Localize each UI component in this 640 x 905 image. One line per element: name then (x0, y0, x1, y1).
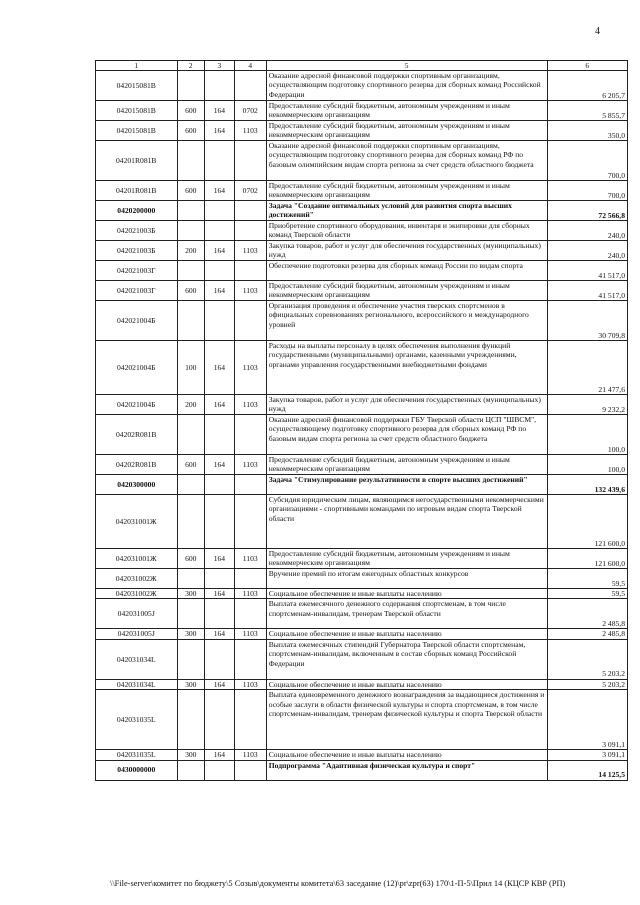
row-col2 (177, 71, 205, 101)
row-col4: 1103 (234, 241, 266, 261)
row-amount: 41 517,0 (547, 281, 627, 301)
row-code: 042015081В (96, 71, 178, 101)
table-row (96, 121, 628, 141)
row-code: 042031005J (96, 599, 178, 629)
row-col2 (177, 599, 205, 629)
row-amount: 240,0 (547, 241, 627, 261)
header-cell-1: 1 (96, 61, 178, 71)
header-cell-3: 3 (205, 61, 235, 71)
row-description: Предоставление субсидий бюджетным, автономным учреждениям и иным некоммерческим организациям (266, 181, 547, 201)
row-col4 (234, 495, 266, 549)
row-col4 (234, 261, 266, 281)
row-amount: 9 232,2 (547, 395, 627, 415)
row-col2: 600 (177, 181, 205, 201)
row-amount: 100,0 (547, 415, 627, 455)
row-col3: 164 (205, 589, 235, 599)
table-row (96, 395, 628, 415)
budget-table (95, 60, 628, 781)
row-amount: 5 855,7 (547, 101, 627, 121)
table-row (96, 201, 628, 221)
row-col3: 164 (205, 181, 235, 201)
row-col4: 1103 (234, 750, 266, 760)
row-description: Субсидия юридическим лицам, являющимся негосударственными некоммерческими организациями - спортивными командами по игровым видам спорта Тверской области (266, 495, 547, 549)
row-amount: 3 091,1 (547, 690, 627, 750)
row-code: 042031034L (96, 639, 178, 679)
row-col2 (177, 415, 205, 455)
row-code: 04202R081В (96, 455, 178, 475)
row-code: 042031034L (96, 679, 178, 689)
row-col4 (234, 71, 266, 101)
row-description: Расходы на выплаты персоналу в целях обеспечения выполнения функций государственными (муниципальными) органами, казенными учреждениями, органами управления государственными внебюджетными фондами (266, 341, 547, 395)
table-row (96, 101, 628, 121)
row-col3: 164 (205, 101, 235, 121)
row-col2 (177, 261, 205, 281)
footer-file-path: \\File-server\комитет по бюджету\5 Созыв\документы комитета\63 заседание (12)\pr\zpr(63) 170\1-П-5\Прил 14 (КЦСР КВР (РП) (110, 879, 566, 888)
row-amount: 72 566,8 (547, 201, 627, 221)
row-code: 042021004Б (96, 341, 178, 395)
row-code: 042031002Ж (96, 569, 178, 589)
row-col4: 0702 (234, 181, 266, 201)
row-description: Предоставление субсидий бюджетным, автономным учреждениям и иным некоммерческим организациям (266, 455, 547, 475)
table-row (96, 241, 628, 261)
table-row (96, 475, 628, 495)
row-col2 (177, 760, 205, 780)
row-col4 (234, 599, 266, 629)
row-col3: 164 (205, 750, 235, 760)
row-code: 042031001Ж (96, 549, 178, 569)
row-col2 (177, 221, 205, 241)
row-description: Задача "Стимулирование результативности в спорте высших достижений" (266, 475, 547, 495)
row-col2: 300 (177, 589, 205, 599)
table-row (96, 141, 628, 181)
table-row (96, 301, 628, 341)
row-description: Вручение премий по итогам ежегодных областных конкурсов (266, 569, 547, 589)
row-col2: 300 (177, 629, 205, 639)
table-row (96, 495, 628, 549)
row-col2 (177, 690, 205, 750)
row-code: 0420300000 (96, 475, 178, 495)
row-col3 (205, 475, 235, 495)
row-code: 042015081В (96, 121, 178, 141)
row-col4 (234, 415, 266, 455)
table-row (96, 589, 628, 599)
row-col2: 100 (177, 341, 205, 395)
row-col3 (205, 599, 235, 629)
row-col2 (177, 301, 205, 341)
row-amount: 350,0 (547, 121, 627, 141)
row-col2: 300 (177, 750, 205, 760)
row-description: Организация проведения и обеспечение участия тверских спортсменов в официальных соревнованиях регионального, всероссийского и международного уровней (266, 301, 547, 341)
row-code: 04201R081В (96, 181, 178, 201)
row-amount: 100,0 (547, 455, 627, 475)
row-col2 (177, 141, 205, 181)
table-row (96, 281, 628, 301)
row-col3: 164 (205, 395, 235, 415)
row-col3 (205, 301, 235, 341)
row-amount: 700,0 (547, 181, 627, 201)
row-col3 (205, 71, 235, 101)
header-row (96, 61, 628, 71)
row-col4 (234, 475, 266, 495)
row-col3 (205, 221, 235, 241)
row-col4 (234, 201, 266, 221)
row-col4: 1103 (234, 281, 266, 301)
row-code: 042031035L (96, 750, 178, 760)
row-description: Обеспечение подготовки резерва для сборных команд России по видам спорта (266, 261, 547, 281)
row-col3: 164 (205, 241, 235, 261)
row-description: Предоставление субсидий бюджетным, автономным учреждениям и иным некоммерческим организациям (266, 281, 547, 301)
table-row (96, 71, 628, 101)
row-col2: 600 (177, 101, 205, 121)
row-code: 042021004Б (96, 301, 178, 341)
header-cell-4: 4 (234, 61, 266, 71)
row-code: 042021003Г (96, 261, 178, 281)
row-description: Закупка товаров, работ и услуг для обеспечения государственных (муниципальных) нужд (266, 241, 547, 261)
table-row (96, 569, 628, 589)
row-col4 (234, 141, 266, 181)
row-code: 04202R081В (96, 415, 178, 455)
row-col3: 164 (205, 455, 235, 475)
row-amount: 41 517,0 (547, 261, 627, 281)
table-row (96, 341, 628, 395)
row-description: Социальное обеспечение и иные выплаты населению (266, 629, 547, 639)
row-col4 (234, 760, 266, 780)
row-col2: 600 (177, 549, 205, 569)
table-row (96, 639, 628, 679)
row-description: Предоставление субсидий бюджетным, автономным учреждениям и иным некоммерческим организациям (266, 121, 547, 141)
row-col4 (234, 639, 266, 679)
row-description: Выплата ежемесячных стипендий Губернатора Тверской области спортсменам, спортсменам-инвалидам, включенным в состав сборных команд Российской Федерации (266, 639, 547, 679)
row-amount: 21 477,6 (547, 341, 627, 395)
row-code: 0420200000 (96, 201, 178, 221)
row-amount: 6 205,7 (547, 71, 627, 101)
row-col3 (205, 639, 235, 679)
table-row (96, 261, 628, 281)
row-code: 042021003Б (96, 241, 178, 261)
row-amount: 30 709,8 (547, 301, 627, 341)
row-col3 (205, 415, 235, 455)
row-col3: 164 (205, 341, 235, 395)
row-amount: 700,0 (547, 141, 627, 181)
row-amount: 59,5 (547, 589, 627, 599)
row-code: 042031005J (96, 629, 178, 639)
table-row (96, 221, 628, 241)
table-row (96, 750, 628, 760)
row-amount: 3 091,1 (547, 750, 627, 760)
row-col2 (177, 495, 205, 549)
row-amount: 59,5 (547, 569, 627, 589)
row-code: 042021004Б (96, 395, 178, 415)
row-col3 (205, 760, 235, 780)
table-row (96, 415, 628, 455)
row-amount: 5 203,2 (547, 679, 627, 689)
row-description: Социальное обеспечение и иные выплаты населению (266, 589, 547, 599)
row-amount: 132 439,6 (547, 475, 627, 495)
row-col4: 1103 (234, 589, 266, 599)
row-col4: 1103 (234, 395, 266, 415)
row-col4 (234, 569, 266, 589)
row-amount: 2 485,8 (547, 599, 627, 629)
row-col3 (205, 201, 235, 221)
row-code: 042021003Г (96, 281, 178, 301)
row-code: 042031002Ж (96, 589, 178, 599)
row-col2 (177, 639, 205, 679)
header-cell-2: 2 (177, 61, 205, 71)
row-col4: 0702 (234, 101, 266, 121)
table-row (96, 181, 628, 201)
row-description: Подпрограмма "Адаптивная физическая культура и спорт" (266, 760, 547, 780)
row-col2 (177, 569, 205, 589)
row-description: Социальное обеспечение и иные выплаты населению (266, 679, 547, 689)
header-cell-5: 5 (266, 61, 547, 71)
header-cell-6: 6 (547, 61, 627, 71)
row-description: Оказание адресной финансовой поддержки спортивным организациям, осуществляющим подготовку спортивного резерва для сборных команд РФ по базовым олимпийским видам спорта регионa за счет средств областного бюджета (266, 141, 547, 181)
row-col4: 1103 (234, 629, 266, 639)
row-amount: 240,0 (547, 221, 627, 241)
row-col3: 164 (205, 549, 235, 569)
row-description: Приобретение спортивного оборудования, инвентаря и экипировки для сборных команд Тверской области (266, 221, 547, 241)
row-col3 (205, 261, 235, 281)
row-col3: 164 (205, 629, 235, 639)
row-col4: 1103 (234, 679, 266, 689)
row-col4: 1103 (234, 121, 266, 141)
row-col2: 300 (177, 679, 205, 689)
row-col3: 164 (205, 679, 235, 689)
table-row (96, 690, 628, 750)
row-col2: 200 (177, 395, 205, 415)
row-col3 (205, 690, 235, 750)
row-code: 042021003Б (96, 221, 178, 241)
row-code: 0430000000 (96, 760, 178, 780)
table-row (96, 599, 628, 629)
row-description: Выплата единовременного денежного вознаграждения за выдающиеся достижения и особые заслуги в области физической культуры и спорта спортсменам, в том числе спортсменам-инвалидам, тренерам физической культуры и спорта Тверской области (266, 690, 547, 750)
row-amount: 2 485,8 (547, 629, 627, 639)
row-col2: 600 (177, 281, 205, 301)
table-row (96, 455, 628, 475)
row-code: 042031035L (96, 690, 178, 750)
row-col2: 600 (177, 455, 205, 475)
row-description: Предоставление субсидий бюджетным, автономным учреждениям и иным некоммерческим организациям (266, 549, 547, 569)
row-col4: 1103 (234, 455, 266, 475)
row-description: Предоставление субсидий бюджетным, автономным учреждениям и иным некоммерческим организациям (266, 101, 547, 121)
row-amount: 14 125,5 (547, 760, 627, 780)
row-description: Оказание адресной финансовой поддержки ГБУ Тверской области ЦСП "ШВСМ", осуществляющему подготовку спортивного резерва для сборных команд РФ по базовым видам спорта региона за счет средств областного бюджета (266, 415, 547, 455)
page-number: 4 (595, 26, 600, 37)
row-amount: 121 600,0 (547, 495, 627, 549)
row-col3 (205, 569, 235, 589)
table-row (96, 629, 628, 639)
row-col3 (205, 141, 235, 181)
row-amount: 5 203,2 (547, 639, 627, 679)
row-description: Оказание адресной финансовой поддержки спортивным организациям, осуществляющим подготовку спортивного резерва для сборных команд Российской Федерации (266, 71, 547, 101)
row-col3 (205, 495, 235, 549)
row-col2: 600 (177, 121, 205, 141)
row-col4 (234, 221, 266, 241)
row-description: Задача "Создание оптимальных условий для развития спорта высших достижений" (266, 201, 547, 221)
row-col2 (177, 201, 205, 221)
row-col4: 1103 (234, 549, 266, 569)
table-row (96, 679, 628, 689)
row-description: Социальное обеспечение и иные выплаты населению (266, 750, 547, 760)
row-code: 042031001Ж (96, 495, 178, 549)
row-code: 04201R081В (96, 141, 178, 181)
row-col4 (234, 690, 266, 750)
row-col4 (234, 301, 266, 341)
row-col3: 164 (205, 281, 235, 301)
row-amount: 121 600,0 (547, 549, 627, 569)
table-row (96, 760, 628, 780)
row-description: Закупка товаров, работ и услуг для обеспечения государственных (муниципальных) нужд (266, 395, 547, 415)
row-col2: 200 (177, 241, 205, 261)
row-col3: 164 (205, 121, 235, 141)
row-col4: 1103 (234, 341, 266, 395)
row-code: 042015081В (96, 101, 178, 121)
row-description: Выплата ежемесячного денежного содержания спортсменам, в том числе спортсменам-инвалидам, тренерам Тверской области (266, 599, 547, 629)
row-col2 (177, 475, 205, 495)
table-row (96, 549, 628, 569)
